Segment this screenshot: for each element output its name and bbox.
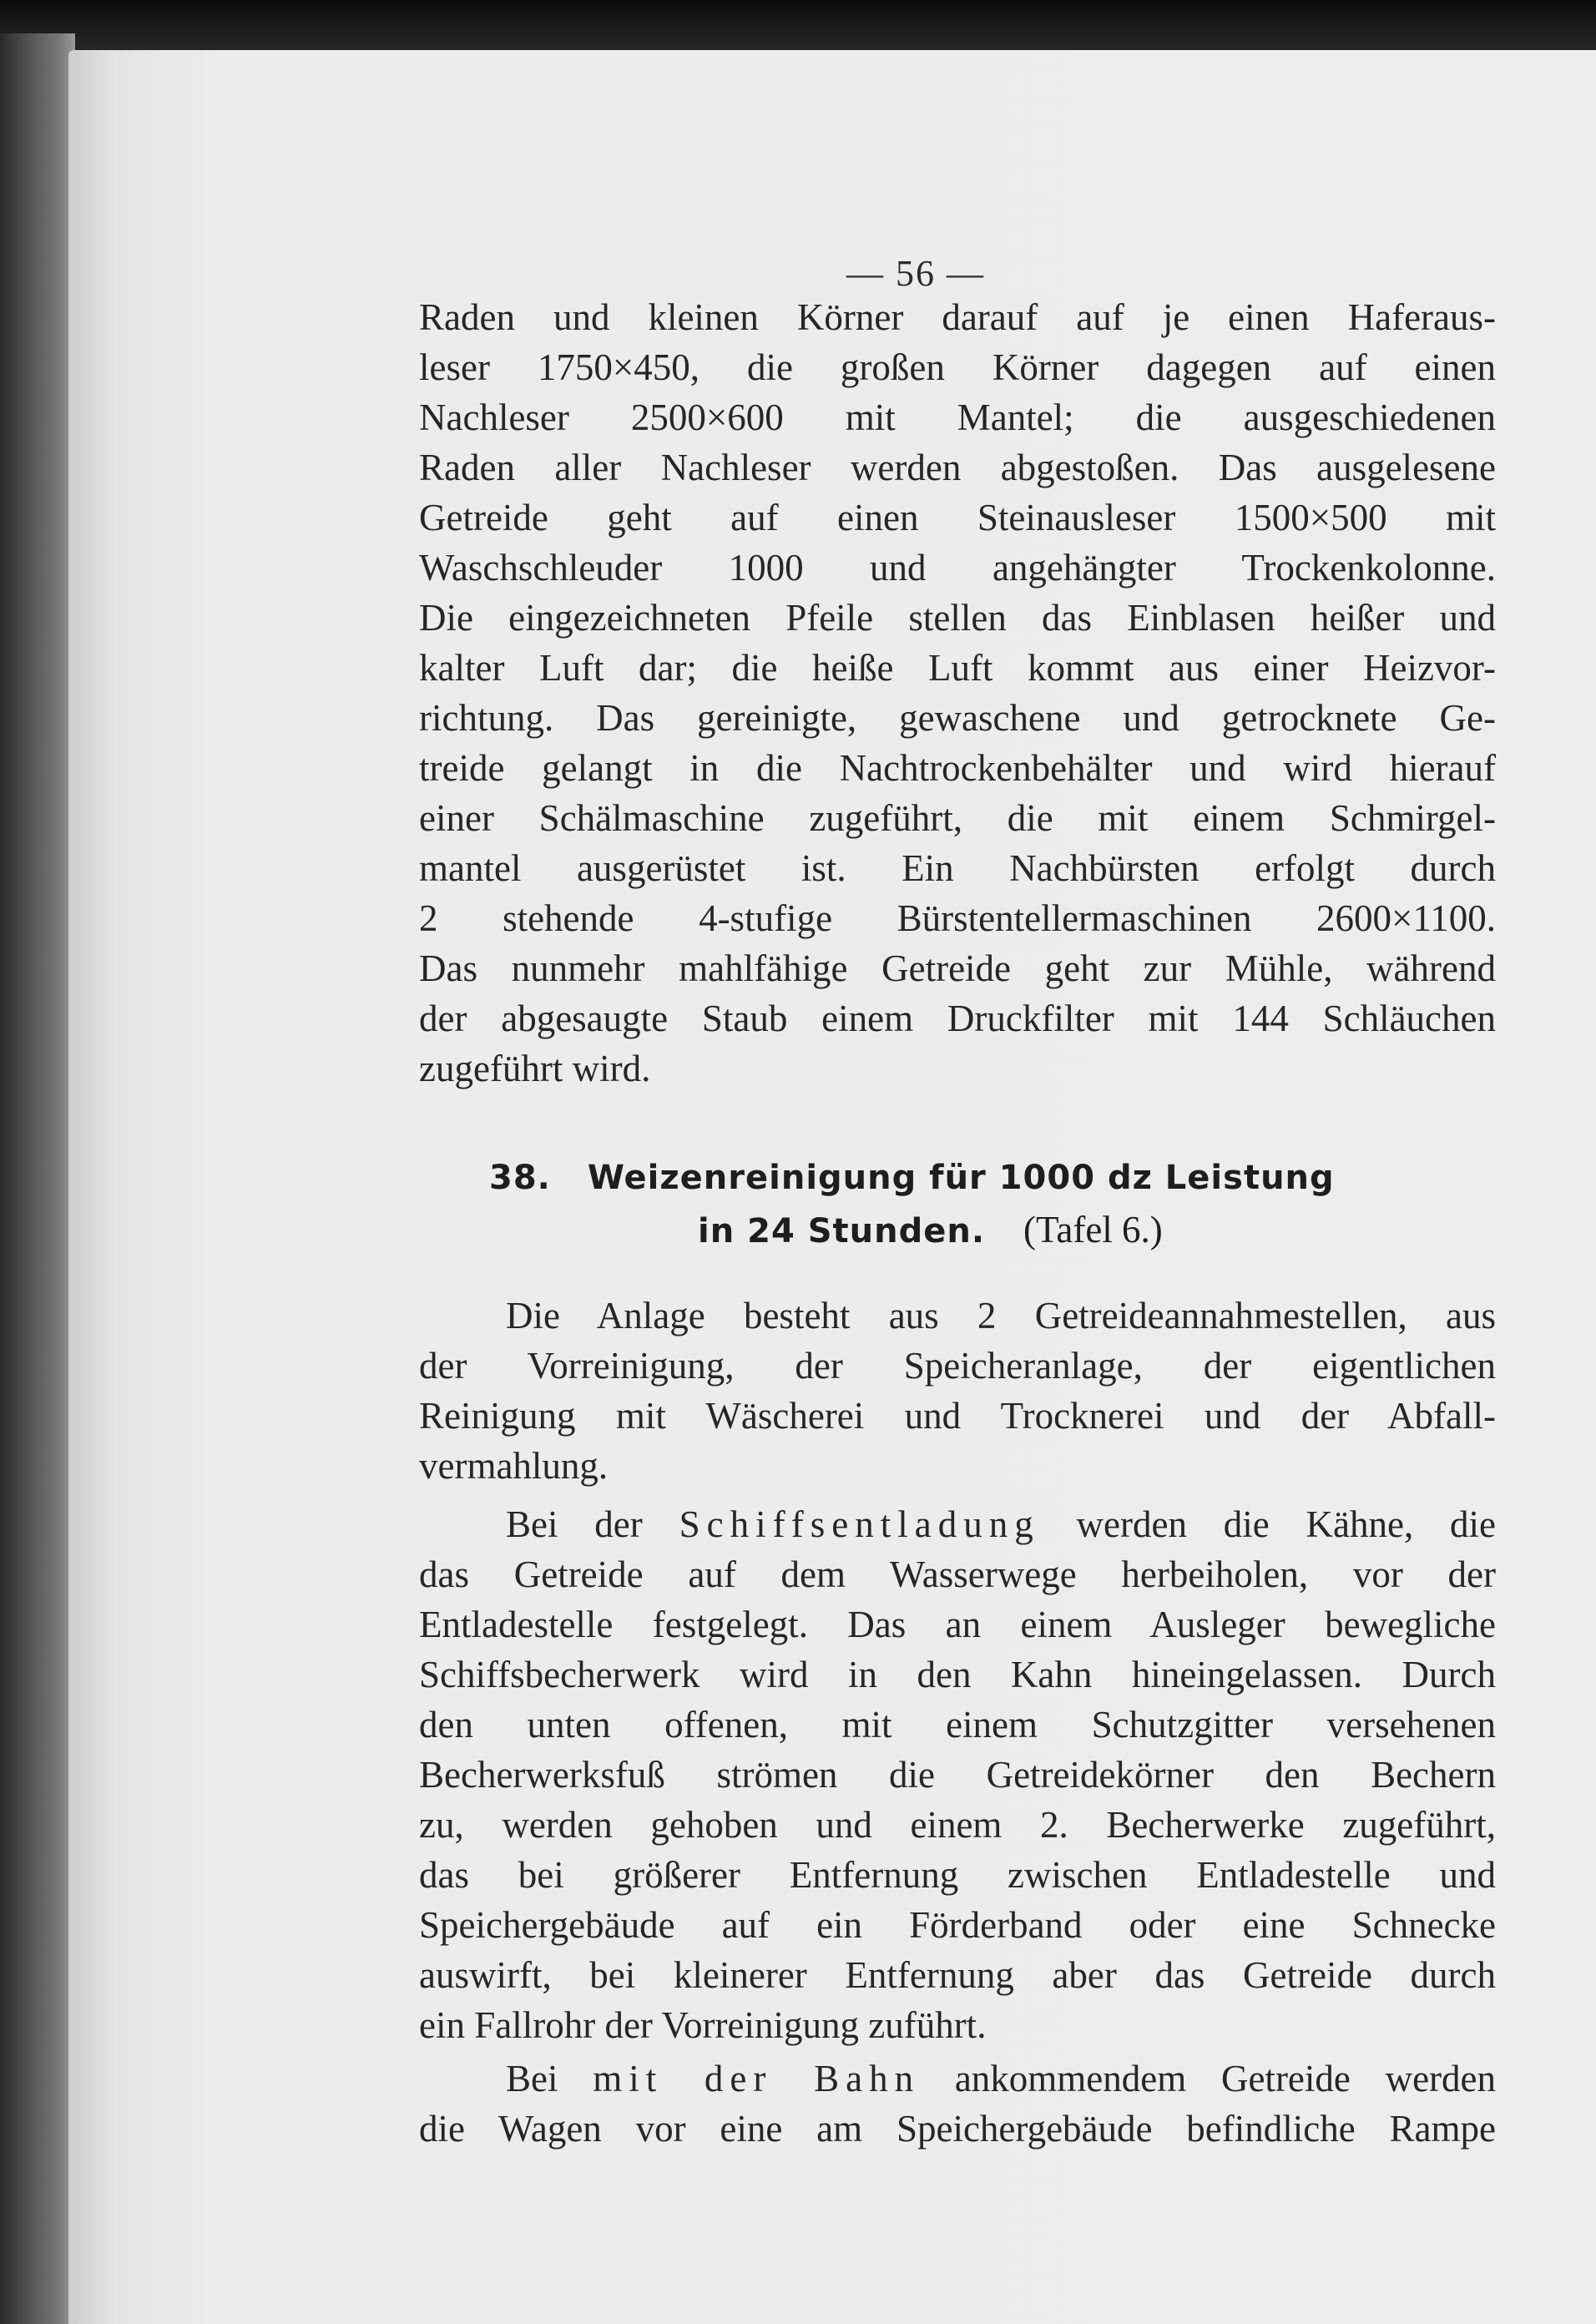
text-line (419, 1499, 1496, 1549)
text-line: Waschschleuder 1000 und angehängter Trockenkolonne. (419, 547, 1496, 589)
section-heading (419, 1152, 1496, 1255)
text-line: zu, werden gehoben und einem 2. Becherwerke zugeführt, (419, 1804, 1496, 1846)
book-page (68, 50, 1596, 2324)
text-line: Raden und kleinen Körner darauf auf je einen Haferaus- (419, 296, 1496, 338)
text-line: richtung. Das gereinigte, gewaschene und getrocknete Ge- (419, 697, 1496, 739)
section-title-line-2: in 24 Stunden. (698, 1212, 986, 1250)
text-line: Schiffsbecherwerk wird in den Kahn hineingelassen. Durch (419, 1654, 1496, 1695)
text-line: auswirft, bei kleinerer Entfernung aber das Getreide durch (419, 1954, 1496, 1996)
page-number: — 56 — (846, 253, 985, 294)
text-line: das Getreide auf dem Wasserwege herbeiholen, vor der (419, 1554, 1496, 1595)
text-line: das bei größerer Entfernung zwischen Entladestelle und (419, 1854, 1496, 1896)
text-fragment: werden die Kähne, die (1076, 1503, 1497, 1545)
text-line: den unten offenen, mit einem Schutzgitter versehenen (419, 1704, 1496, 1746)
text-line: die Wagen vor eine am Speichergebäude befindliche Rampe (419, 2108, 1496, 2150)
spaced-emphasis: mit der Bahn (593, 2058, 921, 2099)
text-fragment: Bei der (506, 1503, 643, 1545)
paragraph-3 (419, 1499, 1496, 2050)
section-number: 38. (489, 1159, 551, 1197)
section-title-line-1: Weizenreinigung für 1000 dz Leistung (587, 1159, 1335, 1197)
text-line: leser 1750×450, die großen Körner dagegen auf einen (419, 346, 1496, 388)
text-fragment: ankommendem Getreide werden (954, 2058, 1497, 2099)
text-line: mantel ausgerüstet ist. Ein Nachbürsten erfolgt durch (419, 847, 1496, 889)
section-heading-line-2 (419, 1204, 1496, 1255)
book-binding (0, 33, 75, 2324)
section-heading-line-1 (419, 1152, 1496, 1204)
text-line: Nachleser 2500×600 mit Mantel; die ausgeschiedenen (419, 397, 1496, 438)
paragraph-4 (419, 2054, 1496, 2154)
text-line: Raden aller Nachleser werden abgestoßen. Das ausgelesene (419, 447, 1496, 488)
paragraph-1 (419, 292, 1496, 1094)
text-line: der Vorreinigung, der Speicheranlage, der eigentlichen (419, 1345, 1496, 1387)
text-line: Reinigung mit Wäscherei und Trocknerei und der Abfall- (419, 1395, 1496, 1437)
text-line: Die eingezeichneten Pfeile stellen das Einblasen heißer und (419, 597, 1496, 639)
text-line (419, 2054, 1496, 2104)
text-line: Entladestelle festgelegt. Das an einem Ausleger bewegliche (419, 1604, 1496, 1645)
text-line: Das nunmehr mahlfähige Getreide geht zur Mühle, während (419, 947, 1496, 989)
text-line: zugeführt wird. (419, 1048, 651, 1089)
spaced-emphasis: Schiffsentladung (679, 1503, 1040, 1545)
text-line: 2 stehende 4-stufige Bürstentellermaschinen 2600×1100. (419, 897, 1496, 939)
text-line: Die Anlage besteht aus 2 Getreideannahmestellen, aus (506, 1295, 1496, 1336)
text-line: treide gelangt in die Nachtrockenbehälter und wird hierauf (419, 747, 1496, 789)
plate-reference: (Tafel 6.) (1023, 1209, 1163, 1250)
text-fragment: Bei (506, 2058, 558, 2099)
text-line: kalter Luft dar; die heiße Luft kommt aus einer Heizvor- (419, 647, 1496, 689)
text-line: der abgesaugte Staub einem Druckfilter mit 144 Schläuchen (419, 998, 1496, 1039)
text-line: Getreide geht auf einen Steinausleser 1500×500 mit (419, 497, 1496, 538)
text-line: vermahlung. (419, 1445, 609, 1487)
text-line: einer Schälmaschine zugeführt, die mit einem Schmirgel- (419, 797, 1496, 839)
text-line: Speichergebäude auf ein Förderband oder eine Schnecke (419, 1904, 1496, 1946)
paragraph-2 (419, 1291, 1496, 1491)
text-line: Becherwerksfuß strömen die Getreidekörner den Bechern (419, 1754, 1496, 1796)
scan-top-edge (0, 0, 1596, 50)
text-line: ein Fallrohr der Vorreinigung zuführt. (419, 2004, 987, 2046)
